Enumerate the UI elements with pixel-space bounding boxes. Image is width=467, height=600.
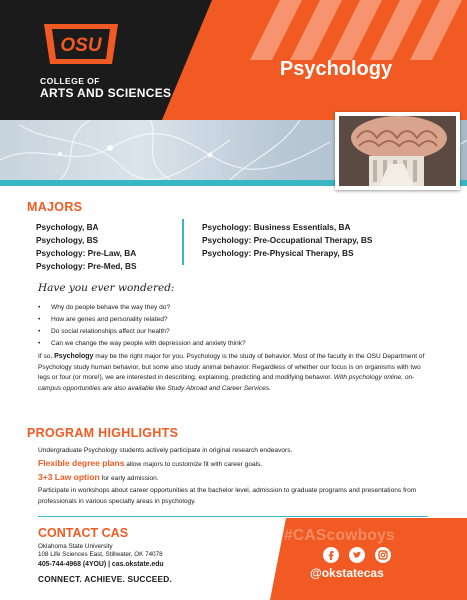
- brain-photo: [335, 112, 460, 190]
- highlight-item: Flexible degree plans allow majors to customize fit with career goals.: [38, 458, 263, 468]
- list-item: • Can we change the way people with depression and anxiety think?: [38, 338, 246, 350]
- question-list: [38, 302, 246, 350]
- facebook-icon[interactable]: [323, 547, 339, 563]
- major-item: Psychology: Pre-Occupational Therapy, BS: [202, 235, 373, 245]
- intro-paragraph: If so, Psychology may be the right major for you. Psychology is the study of behavior. Most of the faculty in the OSU Department of Psychology study human behavior, but some also study animal behavior. Regardless of whether our focus is on organisms with two legs or four (or more!), we are interested in describing, explaining, predicting and modifying behavior. With psychology online, on-campus opportunities are also available like Study Abroad and Career Services.: [38, 353, 425, 392]
- contact-phone-web[interactable]: 405-744-4968 (4YOU) | cas.okstate.edu: [38, 561, 164, 568]
- bullet-icon: •: [38, 340, 41, 347]
- intro-italic: With psychology online, on-campus opportunities are also available like Study Abroad and Career Services.: [38, 374, 415, 392]
- highlight-item: Undergraduate Psychology students actively participate in original research endeavors.: [38, 447, 293, 454]
- major-item: Psychology: Pre-Physical Therapy, BS: [202, 248, 354, 258]
- decorative-stripes: [250, 0, 467, 60]
- major-item: Psychology, BA: [36, 222, 99, 232]
- osu-logo: [40, 20, 122, 68]
- college-line1: COLLEGE OF: [40, 76, 100, 86]
- majors-column-1: [36, 221, 137, 273]
- contact-address: 108 Life Sciences East, Stillwater, OK 74078: [38, 551, 163, 558]
- instagram-icon[interactable]: [375, 547, 391, 563]
- bullet-icon: •: [38, 304, 41, 311]
- svg-text:OSU: OSU: [60, 35, 102, 56]
- majors-heading: MAJORS: [27, 200, 83, 214]
- wondered-heading: Have you ever wondered:: [38, 282, 175, 294]
- header: [0, 0, 467, 120]
- highlight-item: 3+3 Law option for early admission.: [38, 472, 159, 482]
- contact-org: Oklahoma State University: [38, 543, 113, 550]
- major-item: Psychology: Pre-Med, BS: [36, 261, 137, 271]
- social-handle[interactable]: @okstatecas: [310, 566, 384, 580]
- footer-divider: [38, 516, 428, 517]
- college-name: [40, 76, 180, 100]
- brain-illustration: [339, 116, 456, 186]
- contact-heading: CONTACT CAS: [38, 526, 129, 540]
- list-item: • How are genes and personality related?: [38, 314, 246, 326]
- highlights-heading: PROGRAM HIGHLIGHTS: [27, 426, 179, 440]
- majors-divider: [182, 219, 184, 265]
- bullet-icon: •: [38, 316, 41, 323]
- college-line2: ARTS AND SCIENCES: [40, 86, 172, 100]
- list-item: • Do social relationships affect our health?: [38, 326, 246, 338]
- highlight-item: Participate in workshops about career opportunities at the bachelor level, admission to graduate programs and presentations from professionals in various specialty areas in psychology.: [38, 487, 417, 505]
- list-item: • Why do people behave the way they do?: [38, 302, 246, 314]
- tagline: CONNECT. ACHIEVE. SUCCEED.: [38, 574, 172, 584]
- hashtag: #CAScowboys: [284, 527, 395, 544]
- majors-column-2: [202, 221, 372, 260]
- bullet-icon: •: [38, 328, 41, 335]
- major-item: Psychology: Business Essentials, BA: [202, 222, 351, 232]
- twitter-icon[interactable]: [349, 547, 365, 563]
- major-item: Psychology, BS: [36, 235, 99, 245]
- social-icons: [323, 547, 393, 563]
- intro-bold: Psychology: [54, 353, 94, 360]
- major-item: Psychology: Pre-Law, BA: [36, 248, 137, 258]
- page-title: Psychology: [279, 58, 393, 80]
